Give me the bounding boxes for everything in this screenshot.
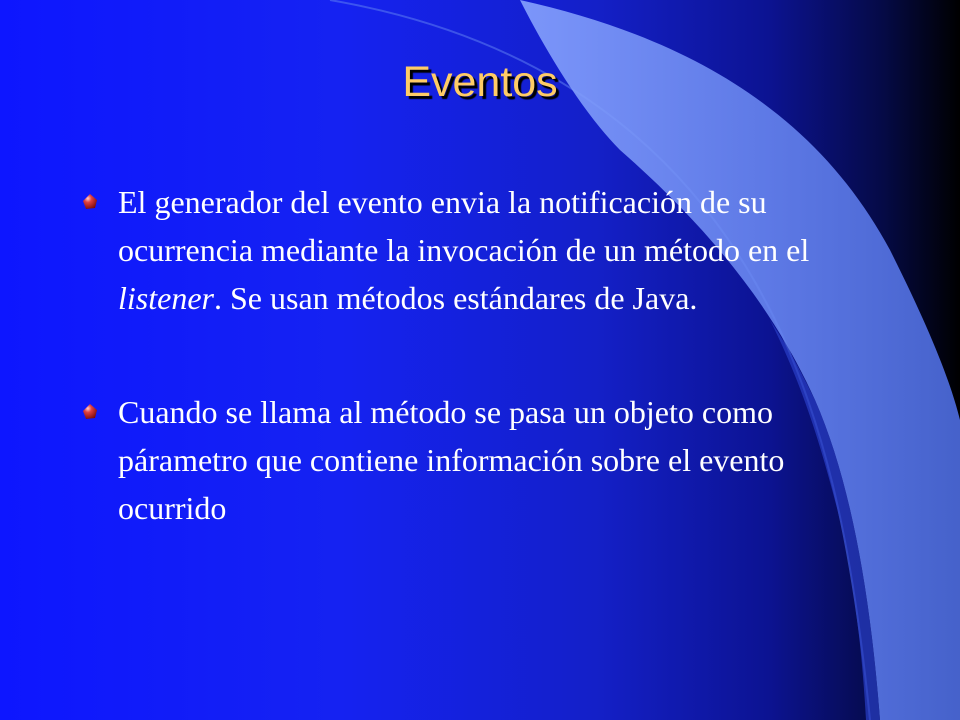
slide-title: Eventos xyxy=(402,58,558,106)
bullet-text xyxy=(118,178,870,322)
bullet-text-segment: Cuando se llama al método se pasa un objeto como párametro que contiene información sobre el evento ocurrido xyxy=(118,394,785,526)
bullet-text xyxy=(118,388,870,532)
bullet-text-italic: listener xyxy=(118,280,214,316)
bullet-item xyxy=(80,178,870,322)
bullet-text-segment: . Se usan métodos estándares de Java. xyxy=(213,280,698,316)
bullet-text-segment: El generador del evento envia la notificación de su ocurrencia mediante la invocación de un método en el xyxy=(118,184,810,268)
bullet-list xyxy=(80,178,870,532)
bullet-item xyxy=(80,388,870,532)
red-sphere-bullet-icon xyxy=(80,192,100,212)
red-sphere-bullet-icon xyxy=(80,402,100,422)
